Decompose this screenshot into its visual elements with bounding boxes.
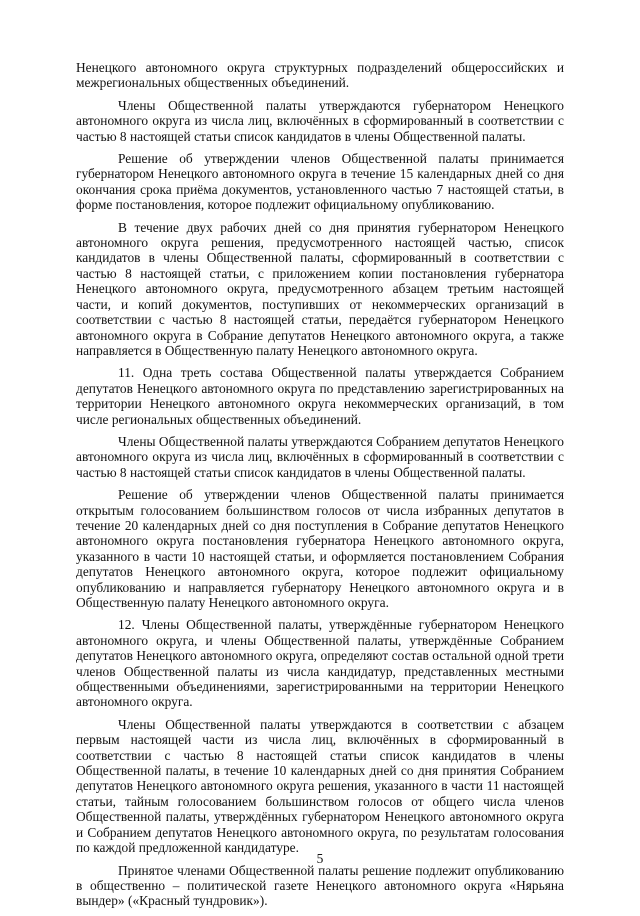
paragraph-8: 12. Члены Общественной палаты, утверждённые губернатором Ненецкого автономного округа, и члены Общественной палаты, утверждённые Собранием депутатов Ненецкого автономного округа, определяют состав остальной одной трети членов Общественной палаты из числа кандидатур, представленных местными общественными объединениями, зарегистрированными на территории Ненецкого автономного округа. xyxy=(76,617,564,710)
paragraph-5: 11. Одна треть состава Общественной палаты утверждается Собранием депутатов Ненецкого автономного округа по представлению зарегистрированных на территории Ненецкого автономного округа некоммерческих организаций, в том числе региональных общественных объединений. xyxy=(76,365,564,427)
paragraph-3: Решение об утверждении членов Общественной палаты принимается губернатором Ненецкого автономного округа в течение 15 календарных дней со дня окончания срока приёма документов, установленного частью 7 настоящей статьи, в форме постановления, которое подлежит официальному опубликованию. xyxy=(76,151,564,213)
paragraph-9: Члены Общественной палаты утверждаются в соответствии с абзацем первым настоящей части из числа лиц, включённых в сформированный в соответствии с частью 8 настоящей статьи список кандидатов в члены Общественной палаты, в течение 10 календарных дней со дня принятия Собранием депутатов Ненецкого автономного округа решения, указанного в части 11 настоящей статьи, тайным голосованием большинством голосов от общего числа членов Общественной палаты, утверждённых губернатором Ненецкого автономного округа и Собранием депутатов Ненецкого автономного округа, по результатам голосования по каждой предложенной кандидатуре. xyxy=(76,716,564,856)
page-number: 5 xyxy=(316,851,324,866)
paragraph-6: Члены Общественной палаты утверждаются Собранием депутатов Ненецкого автономного округа из числа лиц, включённых в сформированный в соответствии с частью 8 настоящей статьи список кандидатов в члены Общественной палаты. xyxy=(76,433,564,480)
document-page xyxy=(76,60,564,916)
paragraph-1: Ненецкого автономного округа структурных подразделений общероссийских и межрегиональных общественных объединений. xyxy=(76,60,564,91)
paragraph-7: Решение об утверждении членов Общественной палаты принимается открытым голосованием большинством голосов от числа избранных депутатов в течение 20 календарных дней со дня поступления в Собрание депутатов Ненецкого автономного округа постановления губернатора Ненецкого автономного округа, указанного в части 10 настоящей статьи, и оформляется постановлением Собрания депутатов Ненецкого автономного округа, которое подлежит официальному опубликованию и направляется губернатору Ненецкого автономного округа и в Общественную палату Ненецкого автономного округа. xyxy=(76,487,564,610)
paragraph-10: Принятое членами Общественной палаты решение подлежит опубликованию в общественно – политической газете Ненецкого автономного округа «Нярьяна вындер» («Красный тундровик»). xyxy=(76,862,564,909)
paragraph-4: В течение двух рабочих дней со дня принятия губернатором Ненецкого автономного округа решения, предусмотренного настоящей частью, список кандидатов в члены Общественной палаты, сформированный в соответствии с частью 8 настоящей статьи, с приложением копии постановления губернатора Ненецкого автономного округа, предусмотренного абзацем третьим настоящей части, и копий документов, поступивших от некоммерческих организаций в соответствии с частью 8 настоящей статьи, передаётся губернатором Ненецкого автономного округа в Собрание депутатов Ненецкого автономного округа, а также направляется в Общественную палату Ненецкого автономного округа. xyxy=(76,219,564,358)
paragraph-2: Члены Общественной палаты утверждаются губернатором Ненецкого автономного округа из числа лиц, включённых в сформированный в соответствии с частью 8 настоящей статьи список кандидатов в члены Общественной палаты. xyxy=(76,97,564,144)
